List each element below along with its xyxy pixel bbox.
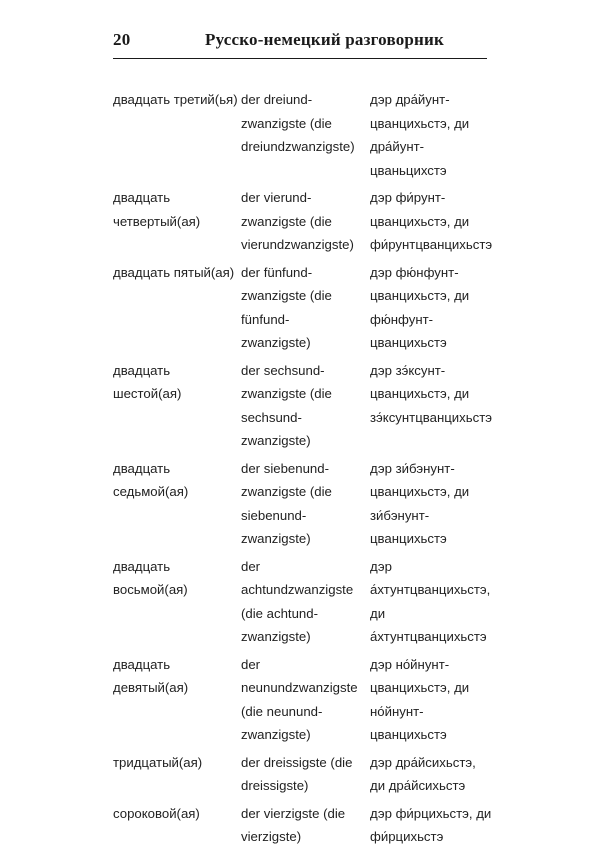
pronunciation-cell-line: дэр зэ́ксунт- (370, 362, 446, 378)
german-cell-line: zwanzigste) (241, 335, 311, 350)
german-cell-line: zwanzigste (die (241, 288, 332, 303)
pronunciation-cell (370, 88, 469, 182)
russian-cell (113, 653, 188, 700)
header-rule (113, 58, 487, 59)
russian-cell-line: седьмой(ая) (113, 484, 189, 499)
german-cell-line: der vierzigste (die (241, 805, 346, 821)
russian-cell-line: девятый(ая) (113, 680, 189, 695)
german-cell (241, 555, 353, 649)
pronunciation-cell-line: фю́нфунт- (370, 311, 434, 327)
russian-cell (113, 261, 234, 285)
pronunciation-cell-line: цванцихьстэ (370, 335, 447, 350)
pronunciation-cell-line: дэр дра́йунт- (370, 92, 450, 107)
german-cell (241, 802, 345, 849)
russian-cell-line: двадцать (113, 362, 171, 378)
german-cell-line: siebenund- (241, 507, 307, 523)
pronunciation-cell-line: дэр зи́бэнунт- (370, 460, 455, 476)
pronunciation-cell (370, 261, 469, 355)
german-cell (241, 653, 358, 747)
german-cell (241, 88, 355, 159)
pronunciation-cell (370, 555, 490, 649)
russian-cell-line: двадцать третий(ья) (113, 92, 238, 107)
german-cell-line: zwanzigste (die (241, 386, 332, 401)
running-title: Русско-немецкий разговорник (205, 30, 445, 49)
german-cell (241, 457, 332, 551)
russian-cell (113, 802, 200, 826)
pronunciation-cell-line: цванцихьстэ, ди (370, 386, 470, 401)
pronunciation-cell (370, 186, 492, 257)
german-cell (241, 359, 332, 453)
german-cell-line: (die achtund- (241, 605, 318, 621)
german-cell-line: zwanzigste) (241, 531, 311, 546)
pronunciation-cell-line: фи́рцихьстэ (370, 829, 444, 844)
pronunciation-cell (370, 751, 476, 798)
table-row (113, 653, 493, 747)
german-cell-line: vierundzwanzigste) (241, 237, 354, 252)
page-number: 20 (113, 30, 131, 49)
pronunciation-cell-line: цванцихьстэ, ди (370, 115, 470, 131)
german-cell-line: der siebenund- (241, 460, 329, 476)
pronunciation-cell-line: дэр фю́нфунт- (370, 264, 459, 280)
german-cell-line: zwanzigste) (241, 629, 311, 644)
pronunciation-cell (370, 802, 491, 849)
russian-cell-line: четвертый(ая) (113, 213, 201, 229)
pronunciation-cell-line: дэр (370, 558, 392, 574)
german-cell-line: zwanzigste) (241, 433, 311, 448)
russian-cell (113, 555, 188, 602)
german-cell-line: der dreiund- (241, 92, 313, 107)
pronunciation-cell-line: цванцихьстэ, ди (370, 288, 470, 303)
russian-cell (113, 751, 202, 775)
table-row (113, 186, 493, 257)
russian-cell-line: двадцать (113, 460, 171, 476)
pronunciation-cell-line: цванцихьстэ (370, 727, 447, 742)
pronunciation-cell-line: ди (370, 605, 386, 621)
german-cell-line: der vierund- (241, 190, 312, 205)
german-cell-line: der sechsund- (241, 362, 325, 378)
german-cell (241, 186, 354, 257)
russian-cell-line: двадцать (113, 656, 171, 672)
pronunciation-cell-line: зэ́ксунтцванцихьстэ (370, 409, 492, 425)
russian-cell-line: двадцать (113, 558, 171, 574)
pronunciation-cell-line: а́хтунтцванцихьстэ, (370, 582, 491, 597)
pronunciation-cell-line: зи́бэнунт- (370, 507, 430, 523)
table-row (113, 751, 493, 798)
pronunciation-cell-line: фи́рунтцванцихьстэ (370, 237, 493, 252)
russian-cell-line: тридцатый(ая) (113, 754, 203, 770)
russian-cell-line: двадцать пятый(ая) (113, 264, 235, 280)
table-row (113, 555, 493, 649)
pronunciation-cell (370, 457, 469, 551)
russian-cell (113, 359, 181, 406)
german-cell-line: der (241, 558, 261, 574)
russian-cell-line: восьмой(ая) (113, 582, 188, 597)
german-cell-line: der dreissigste (die (241, 754, 353, 770)
russian-cell-line: сороковой(ая) (113, 805, 200, 821)
german-cell (241, 751, 352, 798)
russian-cell-line: двадцать (113, 190, 171, 205)
pronunciation-cell-line: цванцихьстэ, ди (370, 484, 470, 499)
german-cell-line: zwanzigste (die (241, 115, 332, 131)
table-row (113, 802, 493, 849)
table-row (113, 359, 493, 453)
german-cell-line: zwanzigste) (241, 727, 311, 742)
russian-cell-line: шестой(ая) (113, 386, 182, 401)
table-row (113, 261, 493, 355)
pronunciation-cell (370, 653, 469, 747)
pronunciation-cell (370, 359, 492, 430)
pronunciation-cell-line: дра́йунт- (370, 139, 425, 154)
pronunciation-cell-line: дэр фи́рцихьстэ, ди (370, 805, 492, 821)
pronunciation-cell-line: а́хтунтцванцихьстэ (370, 629, 487, 644)
russian-cell (113, 186, 200, 233)
pronunciation-cell-line: дэр дра́йсихьстэ, (370, 754, 476, 770)
german-cell-line: dreiundzwanzigste) (241, 139, 355, 154)
table-row (113, 88, 493, 182)
german-cell-line: dreissigste) (241, 778, 309, 793)
german-cell-line: der fünfund- (241, 264, 313, 280)
pronunciation-cell-line: ди дра́йсихьстэ (370, 778, 466, 793)
german-cell-line: vierzigste) (241, 829, 302, 844)
german-cell-line: neunundzwanzigste (241, 680, 358, 695)
pronunciation-cell-line: цванцихьстэ, ди (370, 213, 470, 229)
german-cell-line: (die neunund- (241, 703, 323, 719)
pronunciation-cell-line: дэр но́йнунт- (370, 656, 450, 672)
russian-cell (113, 457, 188, 504)
table-row (113, 457, 493, 551)
german-cell-line: zwanzigste (die (241, 484, 332, 499)
german-cell-line: achtundzwanzigste (241, 582, 354, 597)
german-cell-line: der (241, 656, 261, 672)
german-cell-line: fünfund- (241, 311, 290, 327)
numeral-phrase-table (113, 88, 493, 849)
german-cell-line: sechsund- (241, 409, 302, 425)
pronunciation-cell-line: цванцихьстэ, ди (370, 680, 470, 695)
german-cell (241, 261, 332, 355)
pronunciation-cell-line: цванцихьстэ (370, 531, 447, 546)
german-cell-line: zwanzigste (die (241, 213, 332, 229)
russian-cell (113, 88, 238, 112)
pronunciation-cell-line: дэр фи́рунт- (370, 190, 446, 205)
pronunciation-cell-line: цваньцихстэ (370, 162, 447, 178)
pronunciation-cell-line: но́йнунт- (370, 703, 424, 719)
